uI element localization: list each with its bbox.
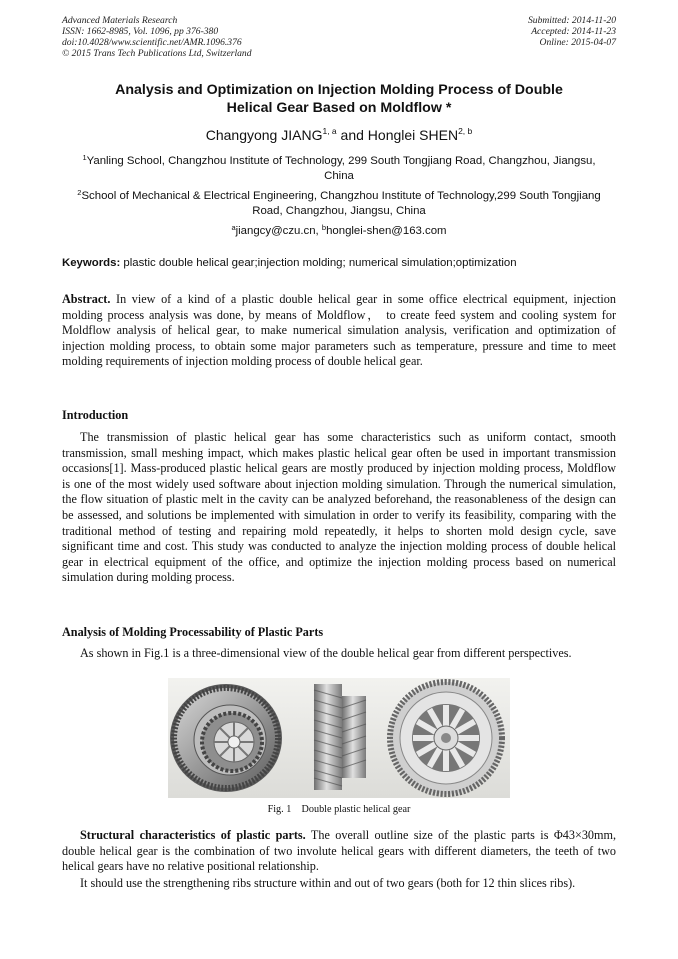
title-line-1: Analysis and Optimization on Injection Molding Process of Double: [115, 82, 563, 98]
issn-line: ISSN: 1662-8985, Vol. 1096, pp 376-380: [62, 26, 219, 37]
affiliation-1: [70, 150, 608, 184]
title-line-2: Helical Gear Based on Moldflow *: [226, 100, 452, 116]
email-b: honglei-shen@163.com: [326, 225, 447, 237]
author-conjunction: and: [336, 127, 368, 143]
author-2-affiliation: 2, b: [458, 126, 473, 136]
gear-view-face: [390, 682, 502, 794]
abstract-text: In view of a kind of a plastic double helical gear in some office electrical equipment, injection molding process analysis was done, by means of Moldflow， to create feed system and cooling system for Moldflow analysis of helical gear, to make numerical simulation analysis, verification and optimization of injection molding process, to obtain some major parameters such as temperature, pressure and time to meet molding requirements of injection molding process of double helical gear.: [62, 292, 616, 369]
affiliation-2-text: School of Mechanical & Electrical Engineering, Changzhou Institute of Technology,299 South Tongjiang Road, Changzhou, Jiangsu, China: [81, 190, 601, 217]
analysis-paragraph: As shown in Fig.1 is a three-dimensional view of the double helical gear from different perspectives.: [80, 646, 572, 660]
accepted-date: Accepted: 2014-11-23: [531, 26, 616, 37]
email-line: [70, 220, 608, 239]
ribs-paragraph: It should use the strengthening ribs structure within and out of two gears (both for 12 thin slices ribs).: [80, 876, 576, 890]
doi-line: doi:10.4028/www.scientific.net/AMR.1096.376: [62, 37, 242, 48]
gear-figure: [168, 678, 510, 798]
author-1-affiliation: 1, a: [322, 126, 337, 136]
copyright-line: © 2015 Trans Tech Publications Ltd, Switzerland: [62, 48, 252, 59]
header-left: [62, 15, 252, 59]
email-a: jiangcy@czu.cn,: [235, 225, 322, 237]
analysis-heading: Analysis of Molding Processability of Plastic Parts: [62, 625, 324, 639]
gear-view-side: [314, 684, 366, 790]
keywords-text: plastic double helical gear;injection molding; numerical simulation;optimization: [120, 257, 517, 269]
submitted-date: Submitted: 2014-11-20: [527, 15, 616, 26]
header-right: [528, 15, 616, 48]
abstract: [62, 292, 616, 370]
online-date: Online: 2015-04-07: [539, 37, 616, 48]
affiliation-1-marker: 1: [82, 153, 87, 162]
abstract-label: Abstract.: [62, 292, 111, 306]
structural-paragraph: [62, 828, 616, 875]
affiliation-2: [70, 185, 608, 219]
keywords: [62, 256, 616, 271]
gear-illustration: [168, 678, 510, 798]
introduction-paragraph: The transmission of plastic helical gear has some characteristics such as uniform contact, smooth transmission, small meshing impact, which makes plastic helical gear often be used in important transmission occasions[1]. Mass-produced plastic helical gears are mostly produced by injection molding process, Moldflow is one of the most widely used software about injection molding simulation. Through the numerical simulation, the flow situation of plastic melt in the cavity can be analyzed beforehand, the reasonableness of the design can be assessed, and solutions be implemented with simulation in order to verify its feasibility, comparing with the traditional method of testing and repairing mold repeatedly, it helps to shorten mold design cycle, save significant time and cost. This study was conducted to analyze the injection molding process of double helical gear in electrical equipment of the office, and optimize the injection molding process based on numerical simulation during molding process.: [62, 430, 616, 585]
keywords-label: Keywords:: [62, 257, 121, 269]
paper-title: [62, 81, 616, 117]
structural-text: The overall outline size of the plastic parts is Φ43×30mm, double helical gear is the combination of two involute helical gears with different diameters, the teeth of two helical gears have no relative positional relationship.: [62, 828, 617, 874]
journal-name: Advanced Materials Research: [62, 15, 178, 26]
gear-view-left: [170, 684, 282, 792]
affiliation-1-text: Yanling School, Changzhou Institute of Technology, 299 South Tongjiang Road, Changzhou, Jiangsu, China: [86, 155, 596, 182]
author-1: Changyong JIANG: [205, 127, 323, 143]
introduction-heading: Introduction: [62, 408, 129, 422]
affiliation-2-marker: 2: [77, 188, 82, 197]
structural-label: Structural characteristics of plastic parts.: [80, 828, 306, 842]
figure-caption: Fig. 1 Double plastic helical gear: [267, 804, 411, 815]
author-2: Honglei SHEN: [367, 127, 459, 143]
email-a-marker: a: [231, 223, 236, 232]
author-line: [62, 122, 616, 144]
email-b-marker: b: [321, 223, 327, 232]
